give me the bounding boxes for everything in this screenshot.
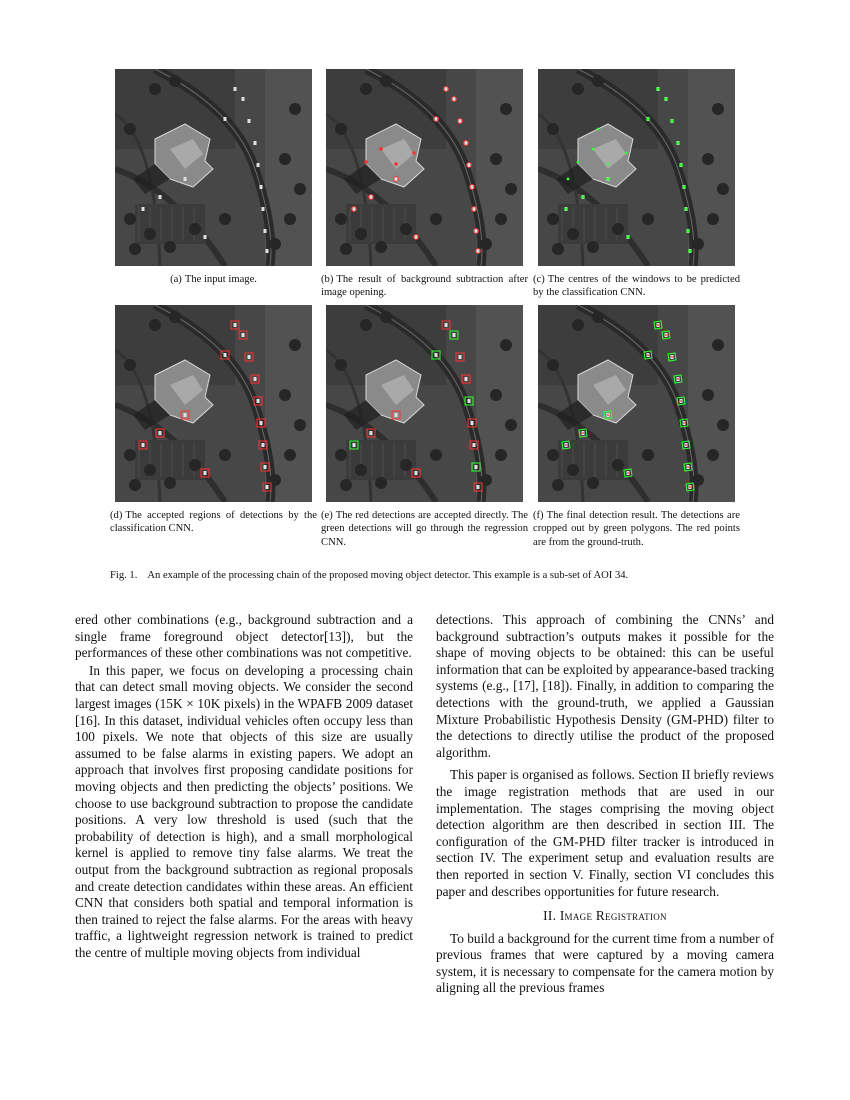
right-paragraph-2: This paper is organised as follows. Section II briefly reviews the image registration methods that are used in our implementation. The stages comprising the moving object detection algorithm are then described in section III. The configuration of the GM-PHD filter tracker is introduced in section IV. The experiment setup and evaluation results are then reported in section V. Finally, section VI concludes this paper and describes opportunities for future research. (436, 767, 774, 899)
subfigure-c-caption: (c) The centres of the windows to be predicted by the classification CNN. (533, 274, 740, 299)
subfigure-e-image (326, 305, 523, 502)
subfigure-a-image (115, 69, 312, 266)
subfigure-b-caption: (b) The result of background subtraction after image opening. (321, 274, 528, 299)
right-paragraph-1: detections. This approach of combining the CNNs’ and background subtraction’s outputs makes it possible for the shape of moving objects to be obtained: this can be useful information that can be exploited by appearance-based tracking systems (e.g., [17], [18]). Finally, in addition to comparing the detections with the ground-truth, we applied a Gaussian Mixture Probabilistic Hypothesis Density (GM-PHD) filter to the detections to directly utilise the product of the proposed algorithm. (436, 612, 774, 760)
subfigure-f-caption: (f) The final detection result. The detections are cropped out by green polygons. The red points are from the ground-truth. (533, 510, 740, 548)
figure-caption-label: Fig. 1. (110, 570, 138, 581)
left-paragraph-2: In this paper, we focus on developing a processing chain that can detect small moving objects. We consider the second largest images (15K × 10K pixels) in the WPAFB 2009 dataset [16]. In this dataset, individual vehicles often occupy less than 100 pixels. We note that objects of this size are usually assumed to be false alarms in existing papers. We adopt an approach that involves first proposing candidate positions for moving objects and then predicting the objects’ positions. We choose to use background subtraction to propose the candidate positions. A very low threshold is used (such that the probability of detection is high), and a small morphological kernel is applied to remove tiny false alarms. We treat the output from the background subtraction as regional proposals and create detection candidates within these areas. An efficient CNN that considers both spatial and temporal information is then trained to reject the false alarms. For the areas with heavy traffic, a lightweight regression network is trained to predict the centre of multiple moving objects from individual (75, 662, 413, 960)
section-heading: II. Image Registration (543, 908, 667, 924)
subfigure-b-image (326, 69, 523, 266)
subfigure-d-caption: (d) The accepted regions of detections by the classification CNN. (110, 510, 317, 535)
subfigure-f-image (538, 305, 735, 502)
right-column (436, 612, 774, 997)
subfigure-c-image (538, 69, 735, 266)
left-paragraph-1: ered other combinations (e.g., background subtraction and a single frame foreground object detector[13]), but the performances of these other combinations was not competitive. (75, 612, 413, 661)
figure-caption-text: An example of the processing chain of the proposed moving object detector. This example is a sub-set of AOI 34. (147, 570, 629, 581)
left-column (75, 612, 413, 961)
subfigure-d-image (115, 305, 312, 502)
right-paragraph-3: To build a background for the current time from a number of previous frames that were captured by a moving camera system, it is necessary to compensate for the camera motion by aligning all the previous frames (436, 930, 774, 996)
subfigure-a-caption: (a) The input image. (170, 274, 257, 285)
figure-caption (110, 569, 750, 582)
subfigure-e-caption: (e) The red detections are accepted directly. The green detections will go through the regression CNN. (321, 510, 528, 548)
